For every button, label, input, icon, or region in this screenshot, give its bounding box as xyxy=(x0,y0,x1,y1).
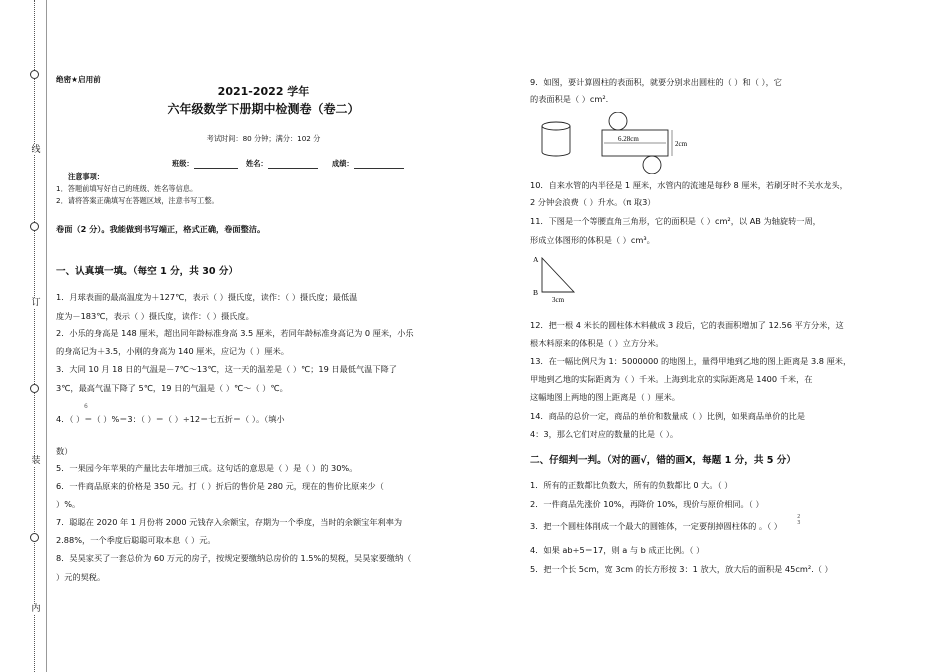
binding-char: 订 xyxy=(31,298,41,308)
note-item: 2．请将答案正确填写在答题区域，注意书写工整。 xyxy=(56,196,219,205)
cylinder-top-ellipse xyxy=(542,122,570,130)
question-line: 2 分钟会浪费（ ）升水。（π 取3） xyxy=(530,197,656,207)
width-label: 6.28cm xyxy=(618,135,639,143)
question-line: ）元的契税。 xyxy=(56,572,106,582)
question-line: 形成立体图形的体积是（ ）cm³。 xyxy=(530,235,655,245)
q3-fraction-denominator: 3 xyxy=(797,520,801,526)
exam-title: 六年级数学下册期中检测卷（卷二） xyxy=(167,102,360,116)
binding-char: 装 xyxy=(31,456,41,466)
question-line: 6．一件商品原来的价格是 350 元。打（ ）折后的售价是 280 元，现在的售价比原来少（ xyxy=(56,481,384,491)
question-line: 度为－183℃，表示（ ）摄氏度，读作：（ ）摄氏度。 xyxy=(56,311,254,321)
net-top-circle xyxy=(609,112,627,130)
net-bottom-circle xyxy=(643,156,661,174)
question-line: 10．自来水管的内半径是 1 厘米，水管内的流速是每秒 8 厘米，若刷牙时不关水龙头， xyxy=(530,180,848,190)
vertex-b-label: B xyxy=(533,288,539,297)
question-line: 4．（ ）＝（ ）%＝3：（ ）＝（ ）÷12＝七五折＝（ ）。（填小 xyxy=(56,414,285,424)
secret-label: 绝密★启用前 xyxy=(56,75,101,84)
binding-circle xyxy=(30,222,39,231)
question-line: 3．大同 10 月 18 日的气温是－7℃～13℃，这一天的温差是（ ）℃；19 日最低气温下降了 xyxy=(56,364,397,374)
binding-dotted-line xyxy=(34,0,35,672)
class-field[interactable] xyxy=(172,158,238,169)
binding-margin xyxy=(0,0,46,672)
notes-heading: 注意事项： xyxy=(68,172,104,181)
question-line: 3℃，最高气温下降了 5℃，19 日的气温是（ ）℃～（ ）℃。 xyxy=(56,383,288,393)
question-line: 的身高记为＋3.5，小刚的身高为 140 厘米，应记为（ ）厘米。 xyxy=(56,346,289,356)
question-line: 7．聪聪在 2020 年 1 月份将 2000 元钱存入余额宝，存期为一个季度，当时的余额宝年利率为 xyxy=(56,517,403,527)
question-line: 根木料原来的体积是（ ）立方分米。 xyxy=(530,338,664,348)
name-field[interactable] xyxy=(246,158,318,169)
question-line: 8．吴昊家买了一套总价为 60 万元的房子，按规定要缴纳总房价的 1.5%的契税，吴昊家要缴纳（ xyxy=(56,553,412,563)
judge-line: 2．一件商品先涨价 10%，再降价 10%，现价与原价相同。（ ） xyxy=(530,499,764,509)
score-field[interactable] xyxy=(332,158,404,169)
note-item: 1．答题前填写好自己的班级、姓名等信息。 xyxy=(56,184,198,193)
cylinder-bottom-arc xyxy=(542,152,570,156)
section-1-title: 一、认真填一填。（每空 1 分，共 30 分） xyxy=(56,266,239,277)
right-triangle xyxy=(542,258,574,292)
height-label: 2cm xyxy=(675,140,688,148)
judge-line: 1．所有的正数都比负数大，所有的负数都比 0 大。（ ） xyxy=(530,480,733,490)
question-line: 11．下图是一个等腰直角三角形，它的面积是（ ）cm²，以 AB 为轴旋转一周， xyxy=(530,216,821,226)
question-line: 甲地到乙地的实际距离为（ ）千米。上海到北京的实际距离是 1400 千米，在 xyxy=(530,374,813,384)
question-line: 14．商品的总价一定，商品的单价和数量成（ ）比例，如果商品单价的比是 xyxy=(530,411,806,421)
binding-circle xyxy=(30,384,39,393)
vertex-a-label: A xyxy=(533,255,539,264)
triangle-figure xyxy=(530,250,600,306)
class-label: 班级： xyxy=(172,159,194,168)
score-label: 成绩： xyxy=(332,159,354,168)
name-label: 姓名： xyxy=(246,159,268,168)
question-line: 13．在一幅比例尺为 1：5000000 的地图上，量得甲地到乙地的图上距离是 3.8 厘米， xyxy=(530,356,852,366)
question-line: 5．一果园今年苹果的产量比去年增加三成。这句话的意思是（ ）是（ ）的 30%。 xyxy=(56,463,358,473)
section-2-title: 二、仔细判一判。（对的画√，错的画X，每题 1 分，共 5 分） xyxy=(530,455,796,466)
q3-fraction-numerator: 2 xyxy=(797,514,801,520)
left-column xyxy=(56,0,471,672)
question-line: 4：3，那么它们对应的数量的比是（ ）。 xyxy=(530,429,679,439)
base-length-label: 3cm xyxy=(552,296,565,304)
binding-circle xyxy=(30,533,39,542)
binding-solid-line xyxy=(46,0,47,672)
question-line: 2．小乐的身高是 148 厘米，超出同年龄标准身高 3.5 厘米，若同年龄标准身高记为 0 厘米，小乐 xyxy=(56,328,414,338)
judge-line: 5．把一个长 5cm，宽 3cm 的长方形按 3：1 放大，放大后的面积是 45cm².（ ） xyxy=(530,564,833,574)
question-line: 2.88%，一个季度后聪聪可取本息（ ）元。 xyxy=(56,535,216,545)
judge-line: 3．把一个圆柱体削成一个最大的圆锥体，一定要削掉圆柱体的 。（ ） xyxy=(530,521,782,531)
question-line: 12．把一根 4 米长的圆柱体木料截成 3 段后，它的表面积增加了 12.56 平方分米，这 xyxy=(530,320,844,330)
question-line: 数） xyxy=(56,446,73,456)
question-line: ）%。 xyxy=(56,499,81,509)
binding-char: 内 xyxy=(31,604,41,614)
q4-fraction-numerator: 6 xyxy=(84,403,88,410)
exam-year: 2021-2022 学年 xyxy=(217,85,310,98)
question-line: 1．月球表面的最高温度为＋127℃，表示（ ）摄氏度，读作：（ ）摄氏度；最低温 xyxy=(56,292,358,302)
question-line: 9．如图，要计算圆柱的表面积，就要分别求出圆柱的（ ）和（ ），它 xyxy=(530,77,782,87)
neatness-note: 卷面（2 分）。我能做到书写端正，格式正确，卷面整洁。 xyxy=(56,224,266,234)
binding-char: 线 xyxy=(31,145,41,155)
exam-meta: 考试时间：80 分钟；满分：102 分 xyxy=(206,134,321,143)
right-column xyxy=(530,0,900,672)
q3-fraction xyxy=(797,514,801,526)
question-line: 的表面积是（ ）cm². xyxy=(530,94,609,104)
binding-circle xyxy=(30,70,39,79)
question-line: 这幅地图上两地的图上距离是（ ）厘米。 xyxy=(530,392,680,402)
cylinder-net-figure xyxy=(538,112,718,174)
judge-line: 4．如果 ab÷5＝17，则 a 与 b 成正比例。（ ） xyxy=(530,545,705,555)
